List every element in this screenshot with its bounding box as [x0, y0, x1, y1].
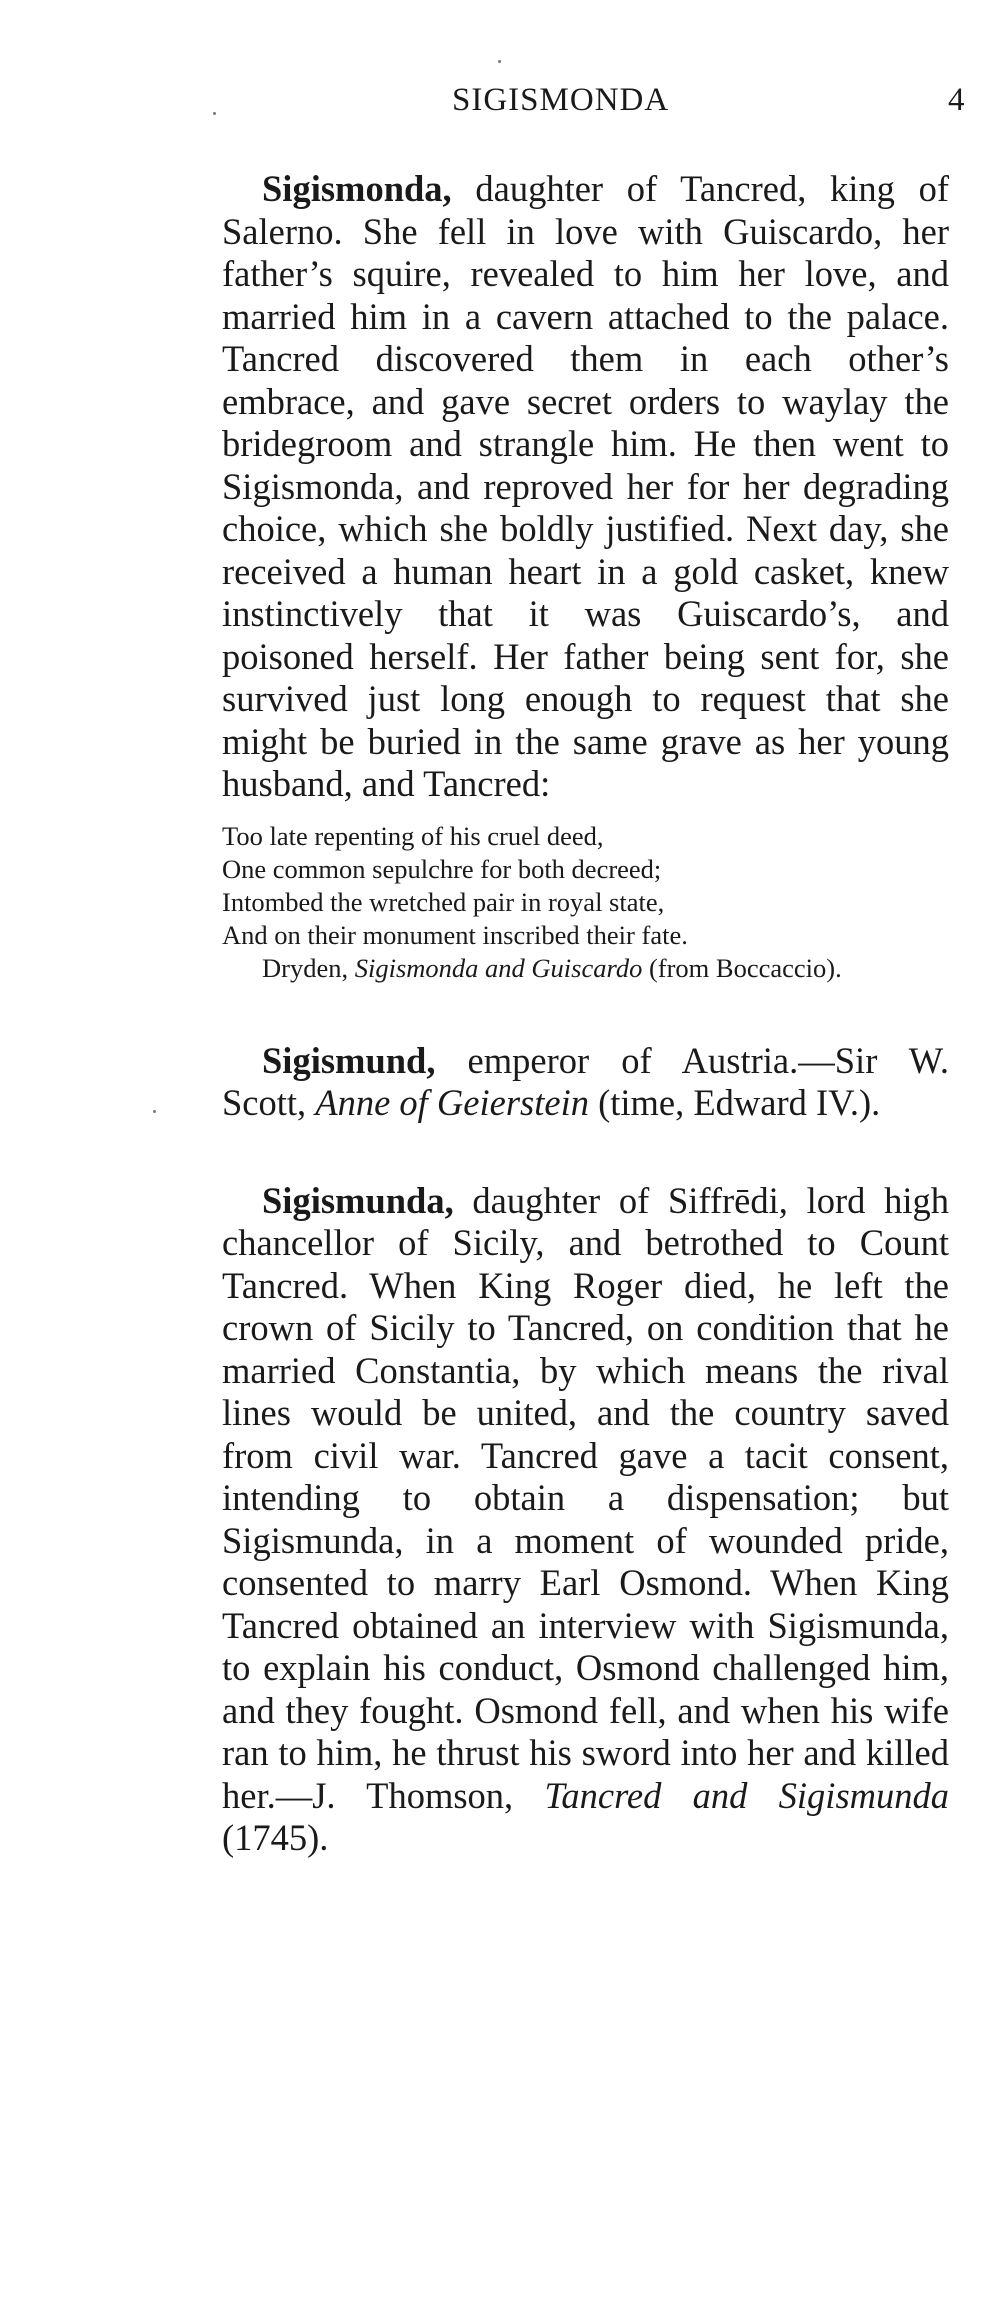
entry-text: daughter of Tancred, king of Salerno. She fell in love with Guiscardo, her father’s squire, revealed to him her love, and married him in a cavern attached to the palace. Tancred discovered them in each other’s embrace, and gave secret orders to waylay the bridegroom and strangle him. He then went to Sigismonda, and reproved her for her degrading choice, which she boldly justified. Next day, she received a human heart in a gold casket, knew instinctively that it was Guiscardo’s, and poisoned herself. Her father being sent for, she survived just long enough to request that she might be buried in the same grave as her young husband, and Tancred:	[222, 168, 949, 804]
page-number: 4	[948, 82, 965, 118]
running-head: SIGISMONDA	[452, 82, 670, 118]
headword: Sigismonda,	[262, 168, 452, 209]
text-column	[222, 168, 949, 1860]
citation-author: Dryden,	[262, 952, 355, 983]
entry-text: (1745).	[222, 1817, 329, 1858]
headword: Sigismunda,	[262, 1179, 454, 1221]
entry-paragraph	[222, 1180, 949, 1860]
verse-line: Too late repenting of his cruel deed,	[222, 820, 604, 851]
page-header	[0, 82, 1000, 132]
entry-paragraph	[222, 1040, 949, 1125]
quotation-citation	[222, 952, 949, 985]
print-speck	[498, 60, 501, 63]
citation-title: Sigismonda and Guiscardo	[354, 952, 643, 983]
verse-line: And on their monument inscribed their fate.	[222, 919, 688, 950]
headword: Sigismund,	[262, 1039, 436, 1081]
print-speck	[153, 1110, 156, 1113]
verse-quotation	[222, 820, 949, 952]
work-title: Anne of Geierstein	[315, 1082, 589, 1123]
entry-text: daughter of Siffrēdi, lord high chancellor of Sicily, and betrothed to Count Tancred. When King Roger died, he left the crown of Sicily to Tancred, on condition that he married Constantia, by which means the rival lines would be united, and the country saved from civil war. Tancred gave a tacit consent, intending to obtain a dispensation; but Sigismunda, in a moment of wounded pride, consented to marry Earl Osmond. When King Tancred obtained an interview with Sigismunda, to explain his conduct, Osmond challenged him, and they fought. Osmond fell, and when his wife ran to him, he thrust his sword into her and killed her.—J. Thomson,	[222, 1179, 949, 1816]
entry-text: emperor of Austria.—Sir W. Scott,	[222, 1039, 949, 1123]
verse-line: One common sepulchre for both decreed;	[222, 853, 662, 884]
entry-sigismunda	[222, 1180, 949, 1860]
verse-line: Intombed the wretched pair in royal state,	[222, 886, 665, 917]
print-speck	[213, 112, 216, 115]
citation-source: (from Boccaccio).	[642, 952, 842, 983]
work-title: Tancred and Sigismunda	[544, 1774, 950, 1816]
entry-sigismund	[222, 1040, 949, 1125]
entry-sigismonda	[222, 168, 949, 985]
entry-paragraph	[222, 168, 949, 806]
entry-text: (time, Edward IV.).	[588, 1082, 881, 1123]
